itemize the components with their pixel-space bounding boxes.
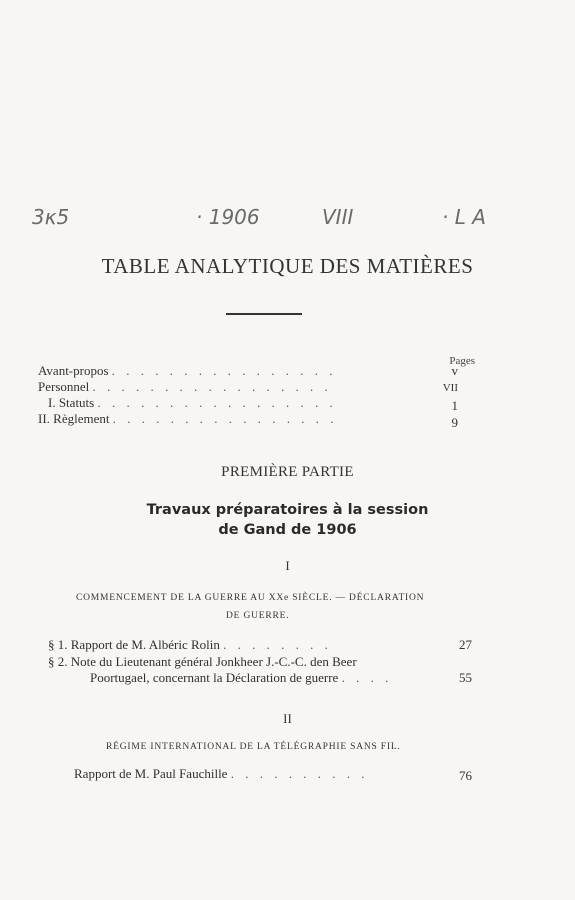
leader-dots: . . . . . . . . . . . . . . . . bbox=[111, 363, 337, 378]
toc-item-page: VII bbox=[442, 382, 458, 394]
pencil-annotations bbox=[28, 205, 548, 245]
section-heading-2: RÉGIME INTERNATIONAL DE LA TÉLÉGRAPHIE SANS FIL. bbox=[106, 742, 401, 752]
annotation-a: 3κ5 bbox=[32, 205, 70, 229]
leader-dots: . . . . . . . . . . bbox=[230, 766, 369, 781]
entry-label: Rapport de M. Paul Fauchille bbox=[74, 766, 228, 781]
section-heading-1-line1: COMMENCEMENT DE LA GUERRE AU XXe SIÈCLE. — DÉCLARATION bbox=[76, 593, 425, 603]
toc-item-label: Personnel bbox=[38, 379, 90, 394]
entry-label-continued: Poortugael, concernant la Déclaration de guerre bbox=[90, 670, 339, 685]
section-heading-1-line2: DE GUERRE. bbox=[226, 611, 290, 621]
toc-item-personnel bbox=[38, 379, 332, 395]
toc-item-page: 1 bbox=[451, 398, 458, 413]
toc-item-page: 9 bbox=[451, 415, 458, 430]
entry-label: § 2. Note du Lieutenant général Jonkheer J.-C.-C. den Beer bbox=[48, 654, 357, 669]
entry-page: 27 bbox=[459, 637, 472, 652]
annotation-c: VIII bbox=[322, 205, 354, 229]
toc-item-statuts bbox=[48, 395, 337, 411]
pages-column-label: Pages bbox=[449, 355, 475, 367]
toc-item-reglement bbox=[38, 411, 337, 427]
section-numeral-1: I bbox=[285, 558, 290, 573]
toc-item-page: v bbox=[451, 363, 458, 378]
toc-item-avant-propos bbox=[38, 363, 337, 379]
part-subtitle-line1: Travaux préparatoires à la session bbox=[146, 502, 429, 518]
title-divider bbox=[226, 313, 302, 315]
part-subtitle-line2: de Gand de 1906 bbox=[218, 522, 357, 538]
page-title: TABLE ANALYTIQUE DES MATIÈRES bbox=[101, 254, 474, 278]
entry-den-beer-cont bbox=[90, 670, 392, 686]
leader-dots: . . . . . . . . . . . . . . . . . bbox=[97, 395, 337, 410]
leader-dots: . . . . . . . . . . . . . . . . bbox=[112, 411, 338, 426]
annotation-b: · 1906 bbox=[196, 205, 260, 229]
toc-item-label: I. Statuts bbox=[48, 395, 95, 410]
annotation-d: · L A bbox=[442, 205, 486, 229]
leader-dots: . . . . . . . . . . . . . . . . . bbox=[92, 379, 332, 394]
part-title: PREMIÈRE PARTIE bbox=[221, 464, 354, 480]
entry-fauchille bbox=[74, 766, 368, 782]
section-numeral-2: II bbox=[283, 711, 292, 726]
leader-dots: . . . . bbox=[341, 670, 393, 685]
entry-label: § 1. Rapport de M. Albéric Rolin bbox=[48, 637, 220, 652]
entry-page: 76 bbox=[459, 768, 472, 783]
entry-rolin bbox=[48, 637, 332, 653]
entry-den-beer bbox=[48, 654, 357, 670]
toc-item-label: Avant-propos bbox=[38, 363, 109, 378]
toc-item-label: II. Règlement bbox=[38, 411, 110, 426]
entry-page: 55 bbox=[459, 670, 472, 685]
leader-dots: . . . . . . . . bbox=[223, 637, 332, 652]
